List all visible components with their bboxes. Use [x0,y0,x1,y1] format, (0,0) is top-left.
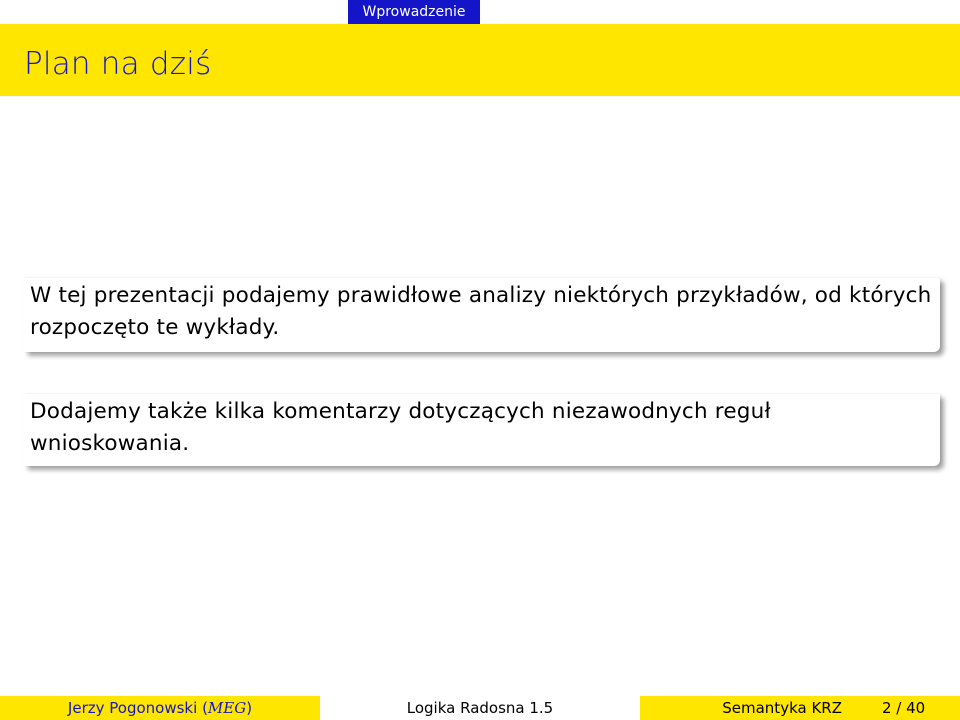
footer-affiliation: MEG [207,699,247,717]
footer-affiliation-close: ) [246,699,253,717]
block-2-text: Dodajemy także kilka komentarzy dotyczących niezawodnych reguł wnioskowania. [30,399,771,456]
footer-course: Logika Radosna 1.5 [320,696,640,720]
slide-title: Plan na dziś [24,46,212,82]
footer-section: Semantyka KRZ [722,699,842,717]
footer-author-name: Jerzy Pogonowski [67,699,198,717]
block-1-text: W tej prezentacji podajemy prawidłowe analizy niektórych przykładów, od których rozpoczęto te wykłady. [30,283,932,340]
content-block-2 [24,394,940,466]
content-block-1 [24,278,940,352]
navigation-bar [0,0,960,24]
nav-section-tab[interactable]: Wprowadzenie [348,0,480,24]
title-bar [0,24,960,96]
footer-affiliation-open: ( [202,699,208,717]
footer-author [0,696,320,720]
footer-right [640,696,960,720]
footer [0,696,960,720]
footer-page-number: 2 / 40 [882,699,926,717]
